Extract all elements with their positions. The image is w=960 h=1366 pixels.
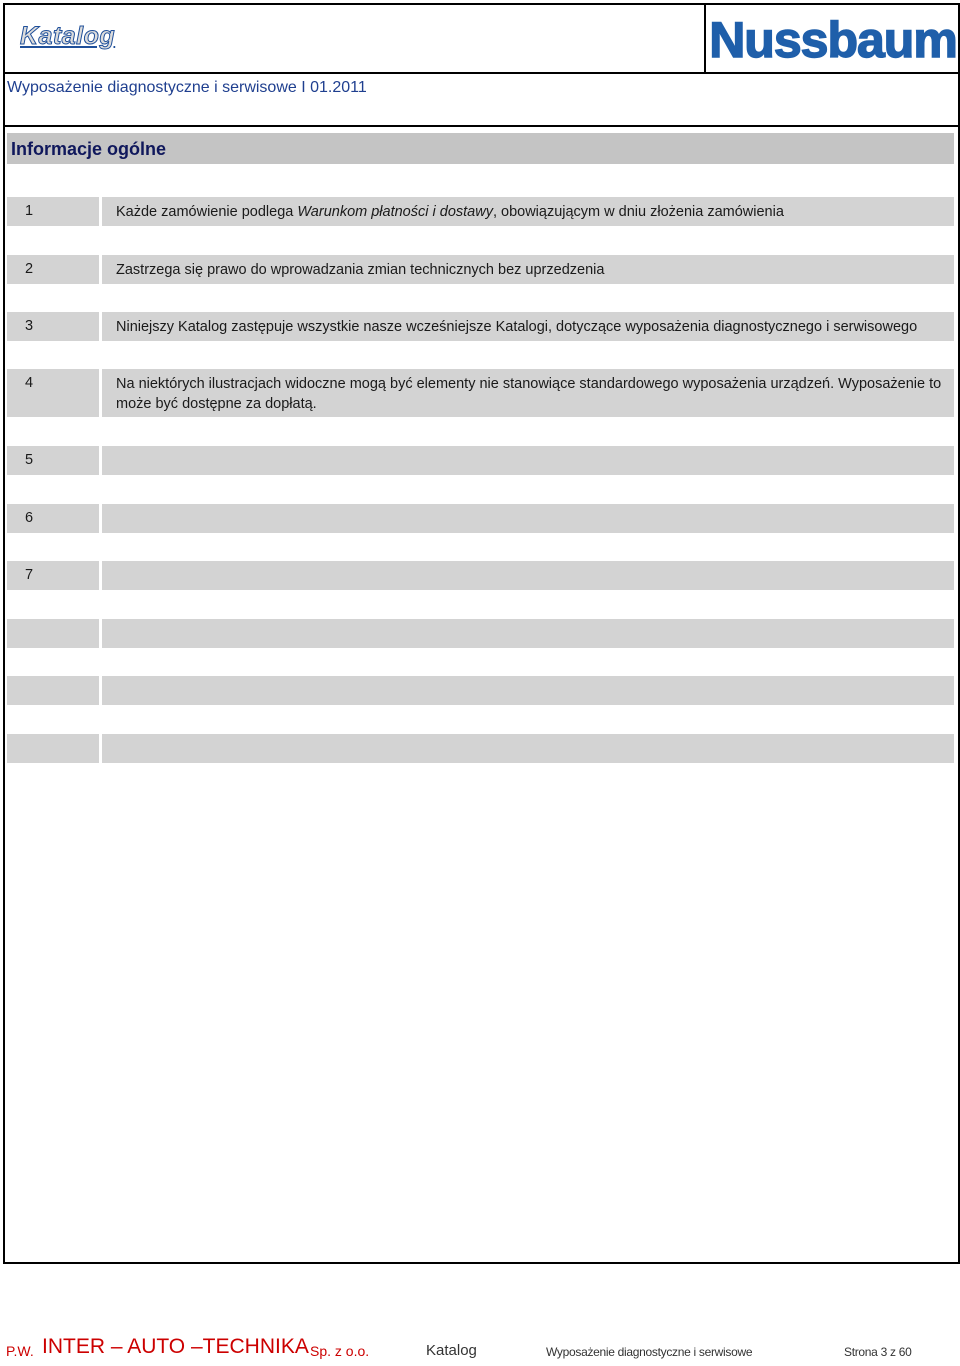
section-title: Informacje ogólne [11,139,167,159]
row-text: Każde zamówienie podlega Warunkom płatności i dostawy, obowiązującym w dniu złożenia zamówienia [116,204,784,220]
footer-company: INTER – AUTO –TECHNIKA [42,1335,309,1358]
info-row-6 [7,504,954,533]
row-number: 6 [25,510,34,526]
info-row-3 [7,312,954,341]
page-footer [6,1335,956,1363]
info-row-2 [7,255,954,284]
info-row-4 [7,369,954,417]
row-number: 5 [25,452,34,468]
row-number: 2 [25,261,34,277]
info-row-7 [7,561,954,590]
footer-company-suffix: Sp. z o.o. [310,1343,370,1359]
row-text: Niniejszy Katalog zastępuje wszystkie nasze wcześniejsze Katalogi, dotyczące wyposażenia diagnostycznego i serwisowego [116,319,918,335]
logo-graphic [708,7,958,69]
info-row-10 [7,734,954,763]
info-row-8 [7,619,954,648]
info-row-1 [7,197,954,226]
row-text: Zastrzega się prawo do wprowadzania zmian technicznych bez uprzedzenia [116,262,605,278]
header-rule [3,72,960,74]
info-row-9 [7,676,954,705]
footer-page-number: Strona 3 z 60 [844,1345,912,1359]
page-title: Katalog [20,22,116,50]
info-row-5 [7,446,954,475]
footer-pw: P.W. [6,1343,34,1359]
row-text: Na niektórych ilustracjach widoczne mogą być elementy nie stanowiące standardowego wyposażenia urządzeń. Wyposażenie to może być dostępne za dopłatą. [116,376,942,412]
logo-text: Nussbaum [709,12,957,68]
row-number: 4 [25,375,34,391]
row-number: 1 [25,203,34,219]
footer-katalog: Katalog [426,1342,477,1359]
header-divider [704,3,706,74]
nussbaum-logo [708,7,958,69]
row-number: 3 [25,318,34,334]
footer-description: Wyposażenie diagnostyczne i serwisowe [546,1345,753,1359]
catalog-subtitle: Wyposażenie diagnostyczne i serwisowe I 01.2011 [7,79,367,96]
row-number: 7 [25,567,34,583]
